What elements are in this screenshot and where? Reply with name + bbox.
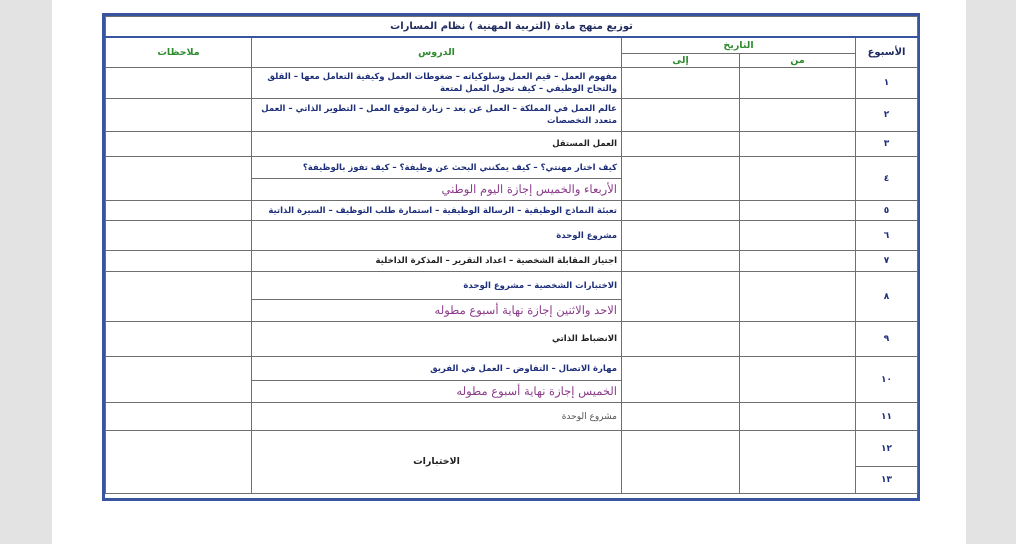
- table-row: [106, 403, 918, 431]
- week-number: ٤: [856, 157, 918, 201]
- week-number: ٥: [856, 201, 918, 221]
- week-number: ١٣: [856, 467, 918, 494]
- table-row: [106, 251, 918, 272]
- week-number: ١١: [856, 403, 918, 431]
- notes-cell: [106, 357, 252, 403]
- table-row: [106, 357, 918, 381]
- right-margin: [966, 0, 1016, 544]
- header-to: إلى: [622, 54, 740, 68]
- notes-cell: [106, 403, 252, 431]
- holiday-note: الخميس إجازة نهاية أسبوع مطوله: [252, 381, 622, 403]
- week-number: ٦: [856, 221, 918, 251]
- header-notes: ملاحظات: [106, 37, 252, 68]
- holiday-note: الأربعاء والخميس إجازة اليوم الوطني: [252, 179, 622, 201]
- date-from-cell: [740, 403, 856, 431]
- date-from-cell: [740, 99, 856, 132]
- notes-cell: [106, 272, 252, 322]
- week-number: ٣: [856, 132, 918, 157]
- date-from-cell: [740, 357, 856, 403]
- table-row: [106, 132, 918, 157]
- week-number: ٢: [856, 99, 918, 132]
- date-to-cell: [622, 201, 740, 221]
- date-from-cell: [740, 201, 856, 221]
- notes-cell: [106, 251, 252, 272]
- table-row: [106, 99, 918, 132]
- date-from-cell: [740, 431, 856, 494]
- date-from-cell: [740, 68, 856, 99]
- table-row: [106, 322, 918, 357]
- week-number: ١٢: [856, 431, 918, 467]
- date-from-cell: [740, 132, 856, 157]
- lessons-cell: مشروع الوحدة: [252, 403, 622, 431]
- lessons-cell: كيف اختار مهنتي؟ – كيف يمكنني البحث عن وظيفة؟ – كيف تفوز بالوظيفة؟: [252, 157, 622, 179]
- notes-cell: [106, 322, 252, 357]
- date-from-cell: [740, 157, 856, 201]
- table-row: [106, 68, 918, 99]
- date-from-cell: [740, 221, 856, 251]
- week-number: ٩: [856, 322, 918, 357]
- date-to-cell: [622, 403, 740, 431]
- header-date: التاريخ: [622, 37, 856, 54]
- holiday-note: الاحد والاثنين إجازة نهاية أسبوع مطوله: [252, 300, 622, 322]
- lessons-cell: الانضباط الذاتي: [252, 322, 622, 357]
- date-to-cell: [622, 272, 740, 322]
- notes-cell: [106, 132, 252, 157]
- lessons-cell: عالم العمل في المملكة – العمل عن بعد – زيارة لموقع العمل – التطوير الذاتي – العمل متعدد التخصصات: [252, 99, 622, 132]
- lessons-cell: مفهوم العمل – قيم العمل وسلوكياته – ضغوطات العمل وكيفية التعامل معها – القلق والتجاح الوظيفي – كيف تحول العمل لمتعة: [252, 68, 622, 99]
- header-from: من: [740, 54, 856, 68]
- notes-cell: [106, 431, 252, 494]
- week-number: ٧: [856, 251, 918, 272]
- table-row: [106, 157, 918, 179]
- lessons-cell: الاختبارات: [252, 431, 622, 494]
- date-to-cell: [622, 251, 740, 272]
- header-lessons: الدروس: [252, 37, 622, 68]
- date-to-cell: [622, 357, 740, 403]
- lessons-cell: اجتياز المقابلة الشخصية – اعداد التقرير – المذكرة الداخلية: [252, 251, 622, 272]
- lessons-cell: العمل المستقل: [252, 132, 622, 157]
- date-from-cell: [740, 322, 856, 357]
- table-row: [106, 272, 918, 300]
- lessons-cell: تعبئة النماذج الوظيفية – الرسالة الوظيفية – استمارة طلب التوظيف – السيرة الذاتية: [252, 201, 622, 221]
- date-to-cell: [622, 157, 740, 201]
- date-to-cell: [622, 99, 740, 132]
- date-from-cell: [740, 251, 856, 272]
- notes-cell: [106, 201, 252, 221]
- schedule-table: [105, 16, 918, 494]
- week-number: ١٠: [856, 357, 918, 403]
- lessons-cell: الاختبارات الشخصية – مشروع الوحدة: [252, 272, 622, 300]
- table-row: [106, 201, 918, 221]
- date-to-cell: [622, 322, 740, 357]
- table-title: توزيع منهج مادة (التربية المهنية ) نظام المسارات: [106, 17, 918, 37]
- left-margin: [0, 0, 52, 544]
- lessons-cell: مشروع الوحدة: [252, 221, 622, 251]
- notes-cell: [106, 157, 252, 201]
- notes-cell: [106, 99, 252, 132]
- schedule-table-frame: [102, 13, 920, 501]
- table-row: [106, 431, 918, 467]
- header-week: الأسبوع: [856, 37, 918, 68]
- date-to-cell: [622, 132, 740, 157]
- week-number: ٨: [856, 272, 918, 322]
- date-to-cell: [622, 68, 740, 99]
- notes-cell: [106, 221, 252, 251]
- date-from-cell: [740, 272, 856, 322]
- date-to-cell: [622, 221, 740, 251]
- table-row: [106, 221, 918, 251]
- date-to-cell: [622, 431, 740, 494]
- notes-cell: [106, 68, 252, 99]
- lessons-cell: مهارة الاتصال – التفاوض – العمل في الفريق: [252, 357, 622, 381]
- week-number: ١: [856, 68, 918, 99]
